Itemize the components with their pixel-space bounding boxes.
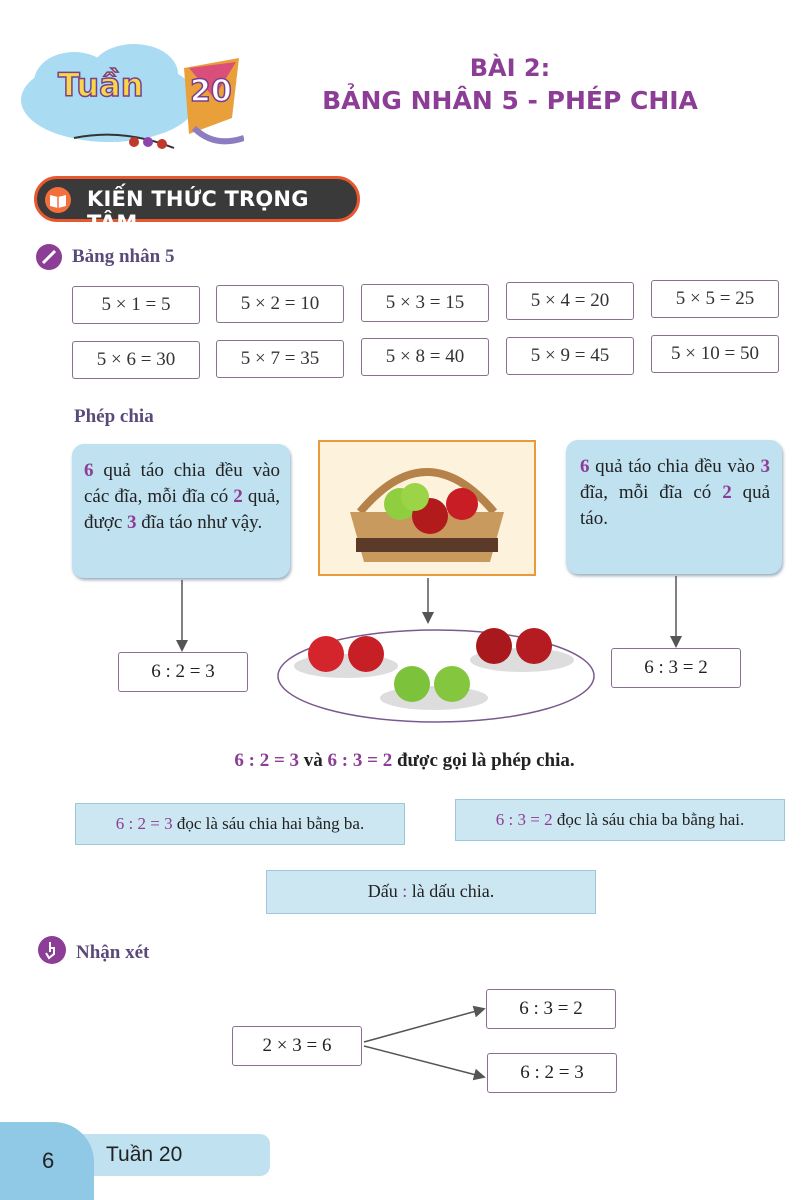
mult-fact: 5 × 10 = 50 [651, 335, 779, 373]
page-number-tab [0, 1122, 94, 1200]
mult-fact: 5 × 1 = 5 [72, 286, 200, 324]
page-number: 6 [42, 1148, 55, 1173]
footer-week-label: Tuần 20 [106, 1143, 183, 1166]
mult-fact: 5 × 4 = 20 [506, 282, 634, 320]
section-banner-title: KIẾN THỨC TRỌNG TÂM [87, 187, 309, 235]
remark-target-fact: 6 : 2 = 3 [487, 1053, 617, 1093]
week-word: Tuần [58, 66, 144, 104]
remark-source-fact: 2 × 3 = 6 [232, 1026, 362, 1066]
reading-right: 6 : 3 = 2 đọc là sáu chia ba bằng hai. [455, 799, 785, 841]
multiplication-heading: Bảng nhân 5 [72, 246, 175, 267]
division-right-text: 6 quả táo chia đều vào 3 đĩa, mỗi đĩa có 2 quả táo. [580, 456, 770, 529]
week-number: 20 [190, 74, 232, 109]
division-definition: 6 : 2 = 3 và 6 : 3 = 2 được gọi là phép chia. [234, 750, 575, 771]
remark-target-fact: 6 : 3 = 2 [486, 989, 616, 1029]
lesson-number: BÀI 2: [469, 54, 551, 82]
division-left-text: 6 quả táo chia đều vào các đĩa, mỗi đĩa có 2 quả, được 3 đĩa táo như vậy. [84, 460, 281, 533]
left-division-result: 6 : 2 = 3 [118, 652, 248, 692]
mult-fact: 5 × 9 = 45 [506, 337, 634, 375]
mult-fact: 5 × 2 = 10 [216, 285, 344, 323]
lesson-name: BẢNG NHÂN 5 - PHÉP CHIA [322, 86, 698, 115]
apple-plates-picture [276, 626, 596, 726]
division-heading: Phép chia [74, 406, 154, 427]
hand-pointer-icon [38, 936, 66, 964]
mult-fact: 5 × 7 = 35 [216, 340, 344, 378]
remark-heading: Nhận xét [76, 942, 150, 963]
mult-fact: 5 × 5 = 25 [651, 280, 779, 318]
mult-fact: 5 × 6 = 30 [72, 341, 200, 379]
mult-fact: 5 × 8 = 40 [361, 338, 489, 376]
right-division-result: 6 : 3 = 2 [611, 648, 741, 688]
mult-fact: 5 × 3 = 15 [361, 284, 489, 322]
division-sign-note: Dấu : là dấu chia. [266, 870, 596, 914]
reading-left: 6 : 2 = 3 đọc là sáu chia hai bằng ba. [75, 803, 405, 845]
